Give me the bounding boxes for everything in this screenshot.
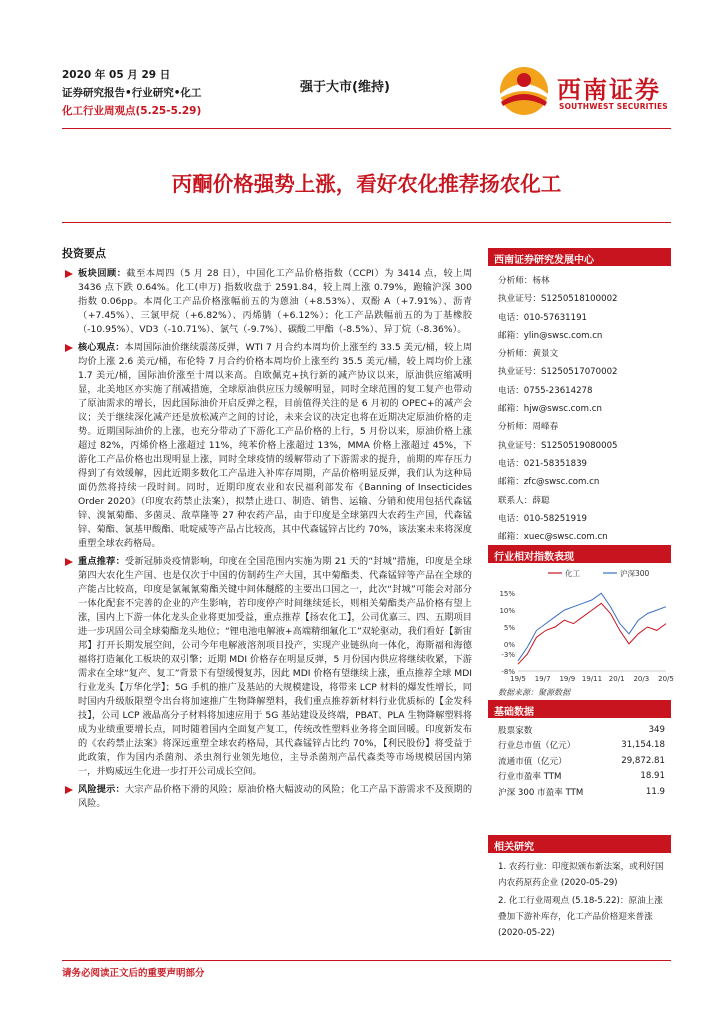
- section-heading: 投资要点: [62, 247, 106, 260]
- bullet-icon: [65, 558, 73, 566]
- series-line-0: [518, 603, 666, 664]
- disclaimer-notice: 请务必阅读正文后的重要声明部分: [62, 968, 205, 979]
- row-value: 349: [648, 724, 665, 735]
- logo-emblem-icon: [495, 62, 553, 120]
- analyst-cert: 执业证号：S1250517070002: [498, 367, 618, 378]
- row-label: 行业市盈率 TTM: [498, 772, 562, 783]
- key-point-body: 受新冠肺炎疫情影响，印度在全国范围内实施为期 21 天的“封城”措施，印度是全球第四大农化生产国、也是仅次于中国的仿制药生产大国，其中菊酯类、代森锰锌等产品在全球的产能占比较高，印度是氯氟氰菊酯关键中间体醚醛的主要出口国之一，此次“封城”可能会对部分一体化配套不完善的企业的产生影响，若印度停产时间继续延长，则相关菊酯类产品价格有望上涨，国内上下游一体化龙头企业将更加受益，重点推荐【扬农化工】，公司优嘉三、四、五期项目进一步巩固公司全球菊酯龙头地位；“锂电池电解液+高端精细氟化工”双轮驱动，我们看好【新宙邦】打开长期发展空间，公司今年电解液溶剂项目投产，实现产业链纵向一体化，海斯福和海德福将打造氟化工板块的双引擎；近期 MDI 价格存在明显反弹，5 月份国内供应将继续收紧，下游需求在全球“复产、复工”背景下有望缓慢复苏，因此 MDI 价格有望继续上涨，重点推荐全球 MDI 行业龙头【万华化学】；5G 手机的推广及基站的大规模建设，将带来 LCP 材料的爆发性增长，同时国内升级版限塑令出台将加速推广生物降解塑料，我们重点推荐新材料行业优质标的【金发科技】，公司 LCP 液晶高分子材料将加速应用于 5G 基站建设及终端，PBAT、PLA 生物降解塑料将成为业绩重要增长点，同时随着国内全面复产复工，传统改性塑料业务将全面回暖。印度新发布的《农药禁止法案》将深远重塑全球农药格局，其代森锰锌占比约 70%，【利民股份】将受益于此政策，作为国内杀菌剂、杀虫剂行业领先地位，主导杀菌剂产品代森类等市场规模居国内第一，并购威远生化进一步打开公司成长空间。: [78, 556, 472, 777]
- table-row: [488, 753, 671, 769]
- x-tick-label: 20/5: [658, 675, 674, 683]
- table-row: [488, 722, 671, 738]
- related-item: 2. 化工行业周观点 (5.18-5.22)：原油上涨叠加下游补库存，化工产品价格迎来普涨 (2020-05-22): [498, 896, 663, 938]
- chart-source: 数据来源：聚源数据: [498, 688, 570, 697]
- y-tick-label: -8%: [501, 668, 515, 676]
- analyst-phone: 电话：010-57631191: [498, 312, 588, 323]
- investment-highlights: [62, 245, 472, 815]
- logo-name: 西南证券: [557, 75, 661, 104]
- analyst-name: 分析师：周峰春: [498, 422, 559, 433]
- key-point-heading: 核心观点：: [78, 342, 125, 353]
- footer-rule: [62, 960, 671, 961]
- row-value: 11.9: [645, 786, 665, 797]
- y-tick-label: 0%: [503, 640, 515, 649]
- y-tick-label: 5%: [503, 624, 515, 632]
- research-center-title: 西南证券研究发展中心: [488, 248, 671, 266]
- rating: 强于大市(维持): [300, 80, 390, 95]
- basic-data-table: [488, 722, 671, 800]
- table-row: [488, 769, 671, 785]
- row-label: 流通市值（亿元）: [498, 756, 567, 767]
- key-point-paragraph: [62, 341, 472, 551]
- header-rule: [62, 128, 671, 129]
- y-tick-label: 10%: [499, 607, 515, 616]
- relative-index-chart: [488, 563, 674, 685]
- row-label: 行业总市值（亿元）: [498, 741, 576, 752]
- report-category: 证券研究报告•行业研究•化工: [62, 87, 202, 99]
- key-point-body: 截至本周四（5 月 28 日），中国化工产品价格指数（CCPI）为 3414 点，较上周 3436 点下跌 0.64%。化工(申万) 指数收盘于 2591.84，较上周上涨 0.79%，跑输沪深 300 指数 0.06pp。本周化工产品价格涨幅前五的为蒽油（+8.53%）、双酚 A（+7.91%）、沥青（+7.45%）、三氯甲烷（+6.82%）、丙烯腈（+6.12%）；化工产品跌幅前五的为丁基橡胶（-10.95%）、VD3（-10.71%）、氯气（-9.7%）、碳酸二甲酯（-8.5%）、异丁烷（-8.36%）。: [78, 268, 473, 335]
- x-tick-label: 19/5: [510, 675, 526, 683]
- report-type: 化工行业周观点(5.25-5.29): [62, 105, 202, 117]
- x-tick-label: 20/1: [608, 675, 625, 683]
- analyst-phone: 电话：021-58351839: [498, 458, 588, 469]
- x-tick-label: 19/7: [534, 675, 551, 683]
- row-value: 31,154.18: [621, 740, 665, 751]
- analyst-cert: 执业证号：S1250519080005: [498, 440, 618, 451]
- analyst-name: 分析师：黄景文: [498, 349, 559, 360]
- x-tick-label: 19/9: [559, 675, 576, 683]
- basic-data-panel: [488, 700, 671, 800]
- key-point-paragraph: [62, 783, 472, 811]
- company-logo: [495, 62, 705, 122]
- table-row: [488, 738, 671, 754]
- key-point-paragraph: [62, 267, 472, 337]
- key-point-paragraph: [62, 555, 472, 779]
- bullet-icon: [65, 344, 73, 352]
- row-label: 沪深 300 市盈率 TTM: [498, 787, 584, 798]
- basic-data-title: 基础数据: [488, 700, 671, 718]
- row-value: 18.91: [640, 771, 665, 782]
- contact-email: 邮箱：xuec@swsc.com.cn: [498, 532, 608, 543]
- related-research-title: 相关研究: [488, 835, 671, 853]
- contact-phone: 电话：010-58251919: [498, 513, 588, 524]
- row-label: 股票家数: [498, 725, 533, 736]
- bullet-icon: [65, 786, 73, 794]
- chart-title: 行业相对指数表现: [488, 545, 671, 563]
- report-title: 丙酮价格强势上涨，看好农化推荐扬农化工: [171, 172, 562, 196]
- key-point-heading: 风险提示：: [78, 784, 125, 795]
- series-line-1: [518, 593, 666, 661]
- analyst-panel: [488, 248, 671, 546]
- y-tick-label: -3%: [501, 651, 515, 660]
- analyst-phone: 电话：0755-23614278: [498, 385, 593, 396]
- related-research-panel: [488, 835, 671, 943]
- legend-label: 沪深300: [620, 569, 650, 578]
- report-date: 2020 年 05 月 29 日: [62, 69, 171, 81]
- logo-english-name: SOUTHWEST SECURITIES: [559, 102, 668, 111]
- report-header-info: [62, 66, 201, 120]
- analyst-email: 邮箱：zfc@swsc.com.cn: [498, 477, 600, 488]
- bullet-icon: [65, 270, 73, 278]
- analyst-email: 邮箱：ylin@swsc.com.cn: [498, 330, 603, 341]
- key-point-body: 大宗产品价格下滑的风险；原油价格大幅波动的风险；化工产品下游需求不及预期的风险。: [78, 784, 473, 809]
- x-tick-label: 20/3: [633, 675, 650, 683]
- key-point-heading: 重点推荐：: [78, 556, 125, 567]
- title-rule: [62, 222, 671, 223]
- analyst-email: 邮箱：hjw@swsc.com.cn: [498, 404, 602, 415]
- analyst-cert: 执业证号：S1250518100002: [498, 294, 618, 305]
- legend-label: 化工: [565, 569, 580, 578]
- contact-name: 联系人：薛聪: [498, 495, 550, 506]
- table-row: [488, 784, 671, 800]
- x-tick-label: 19/11: [581, 675, 603, 683]
- row-value: 29,872.81: [621, 755, 665, 766]
- y-tick-label: 15%: [499, 590, 515, 599]
- chart-panel: [488, 545, 674, 698]
- related-item: 1. 农药行业：印度拟颁布新法案，或利好国内农药原药企业 (2020-05-29): [498, 862, 664, 888]
- key-point-heading: 板块回顾：: [78, 268, 127, 279]
- analyst-name: 分析师：杨林: [498, 276, 550, 286]
- key-point-body: 本周国际油价继续震荡反弹，WTI 7 月合约本周均价上涨至约 33.5 美元/桶，较上周均价上涨 2.6 美元/桶，布伦特 7 月合约价格本周均价上涨至约 35.5 美元/桶，较上周均价上涨 1.7 美元/桶，国际油价涨至十周以来高。自欧佩克+执行新的减产协议以来，原油供应缩减明显，北美地区亦实施了削减措施，全球原油供应压力缓解明显，同时全球范围的复工复产也带动了原油需求的增长，因此国际油价开启反弹之程，目前值得关注的是 6 月初的 OPEC+的减产会议；关于继续深化减产还是放松减产之间的讨论，未来会议的决定也将在近期决定原油价格的走势。近期国际油价的上涨，也充分带动了下游化工产品价格的上行，5 月份以来，原油价格上涨超过 82%，丙烯价格上涨超过 11%，纯苯价格上涨超过 13%，MMA 价格上涨超过 45%，下游化工产品价格也出现明显上涨，同时全球疫情的缓解带动了下游需求的提升，前期的库存压力得到了有效缓解，因此近期多数化工产品进入补库存周期，产品价格明显反弹，我们认为这种局面仍然将持续一段时间。同时，近期印度农业和农民福利部发布《Banning of Insecticides Order 2020》（印度农药禁止法案），拟禁止进口、制造、销售、运输、分销和使用包括代森锰锌、溴氰菊酯、多菌灵、敌草隆等 27 种农药产品，由于印度是全球第四大农药生产国，代森锰锌、菊酯、氯基甲酸酯、吡啶威等产品占比较高，其中代森锰锌占比约 70%，该法案未来将深度重塑全球农药格局。: [78, 342, 473, 549]
